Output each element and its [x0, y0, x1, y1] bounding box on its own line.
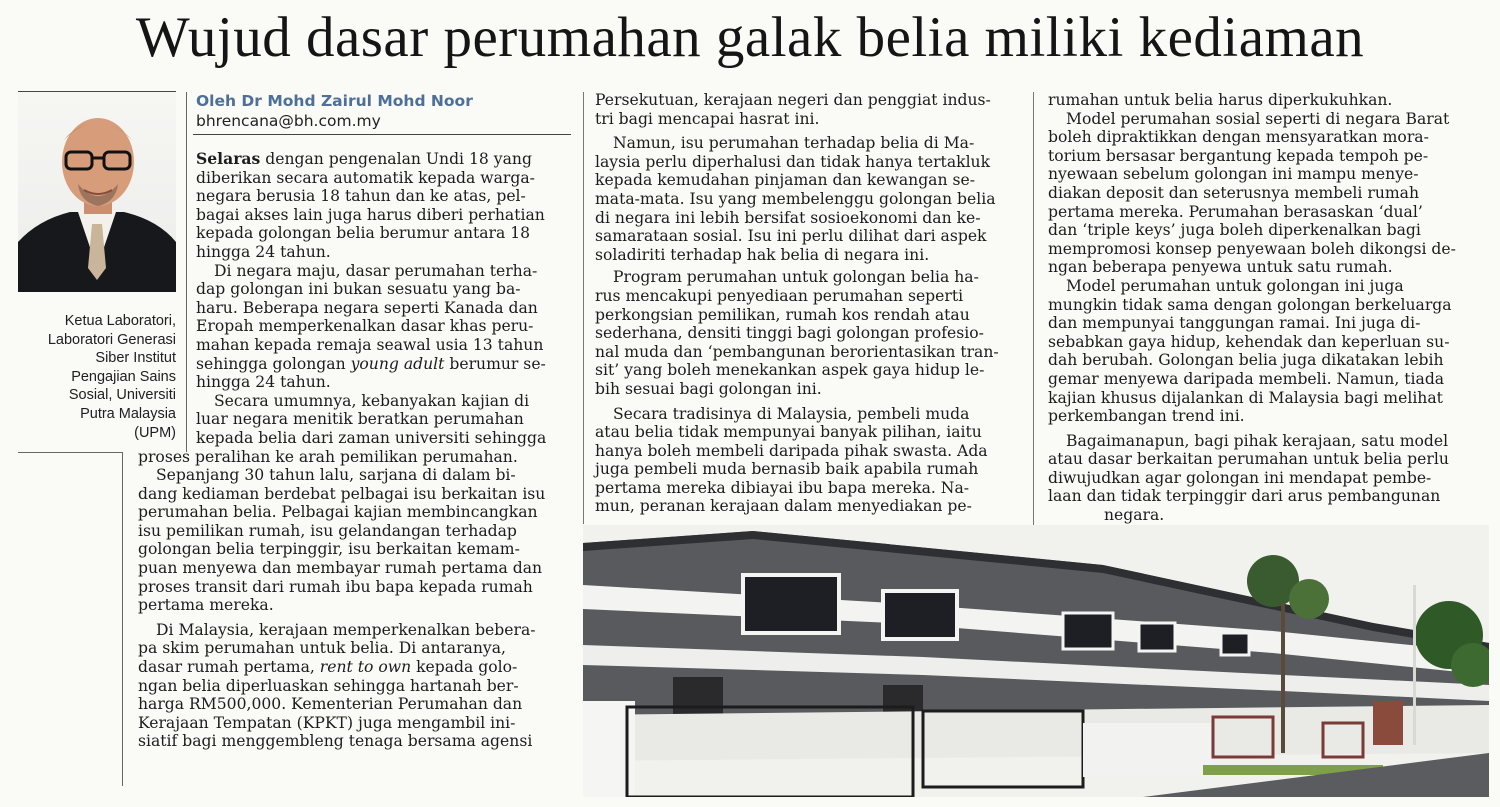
text-line: mungkin tidak sama dengan golongan berkeluarga	[1048, 295, 1452, 314]
byline-author: Oleh Dr Mohd Zairul Mohd Noor	[196, 92, 473, 110]
text-line: kajian khusus dijalankan di Malaysia bagi melihat	[1048, 388, 1443, 407]
byline	[196, 91, 576, 131]
text-line: ngan belia diperluaskan sehingga hartanah ber-	[138, 676, 519, 695]
paragraph	[196, 392, 570, 448]
text-line: juga pembeli muda bernasib baik apabila rumah	[595, 460, 979, 479]
paragraph	[1048, 110, 1480, 277]
text-line: rus mencakupi penyediaan perumahan seperti	[595, 286, 964, 305]
text-line: luar negara menitik beratkan perumahan	[196, 410, 524, 429]
text-line: laysia perlu diperhalusi dan tidak hanya tertakluk	[595, 152, 991, 171]
text-line: dan ‘triple keys’ juga boleh diperkenalkan bagi	[1048, 221, 1421, 240]
text-line	[196, 150, 570, 169]
caption-line: Siber Institut	[95, 350, 176, 367]
text-line: perumahan belia. Pelbagai kajian membincangkan	[138, 503, 538, 522]
text-line: isu pemilikan rumah, isu gelandangan terhadap	[138, 521, 517, 540]
text-line: proses peralihan ke arah pemilikan perumahan.	[138, 447, 518, 466]
lead-line-rest: dengan pengenalan Undi 18 yang	[260, 150, 532, 168]
text-line: perkongsian pemilikan, rumah kos rendah atau	[595, 305, 970, 324]
text-line: perkembangan trend ini.	[1048, 407, 1245, 426]
text-line: pertama mereka. Perumahan berasaskan ‘dual’	[1048, 202, 1423, 221]
byline-email[interactable]: bhrencana@bh.com.my	[196, 112, 381, 130]
text-line: mun, peranan kerajaan dalam menyediakan pe-	[595, 497, 972, 516]
text-line: diberikan secara automatik kepada warga-	[196, 168, 535, 187]
text-run: sehingga golongan	[196, 354, 351, 373]
byline-rule	[193, 134, 571, 135]
text-line: laan dan tidak terpinggir dari arus pembangunan	[1048, 487, 1441, 506]
text-line	[138, 658, 570, 677]
text-line: nyewaan sebelum golongan ini mampu menye-	[1048, 165, 1419, 184]
paragraph	[1048, 277, 1480, 426]
paragraph	[595, 405, 1017, 517]
terrace-houses-illustration	[583, 525, 1489, 797]
text-line: kepada belia dari zaman universiti sehingga	[196, 428, 547, 447]
caption-line: Pengajian Sains	[71, 368, 176, 385]
paragraph	[595, 268, 1017, 398]
text-line: hingga 24 tahun.	[196, 242, 331, 261]
text-line: Secara tradisinya di Malaysia, pembeli muda	[613, 404, 970, 423]
text-line: puan menyewa dan membayar rumah pertama dan	[138, 559, 543, 578]
text-line: kepada kemudahan pinjaman dan kewangan se-	[595, 171, 975, 190]
italic-term: rent to own	[319, 658, 412, 677]
caption-line: Laboratori Generasi	[47, 331, 176, 348]
author-box-corner-rule	[122, 452, 123, 786]
terrace-houses-photo	[583, 525, 1489, 797]
column-divider-2	[1033, 92, 1034, 528]
text-line: sebabkan gaya hidup, kehendak dan keperluan su-	[1048, 332, 1450, 351]
paragraph	[1048, 432, 1480, 525]
text-line: negara.	[1104, 506, 1165, 525]
text-line: rumahan untuk belia harus diperkukuhkan.	[1048, 91, 1393, 109]
text-line: Bagaimanapun, bagi pihak kerajaan, satu model	[1066, 431, 1449, 450]
author-box-bottom-rule	[18, 452, 122, 453]
text-line: nal muda dan ‘pembangunan berorientasikan tran-	[595, 342, 999, 361]
text-line: dap golongan ini bukan sesuatu yang ba-	[196, 280, 521, 299]
text-line: Kerajaan Tempatan (KPKT) juga mengambil ini-	[138, 713, 516, 732]
text-line: sit’ yang boleh menekankan aspek gaya hidup le-	[595, 361, 985, 380]
caption-line: (UPM)	[134, 424, 176, 441]
text-line: Sepanjang 30 tahun lalu, sarjana di dalam bi-	[156, 466, 516, 485]
text-line: Model perumahan untuk golongan ini juga	[1066, 276, 1404, 295]
paragraph	[196, 150, 570, 262]
text-line: hingga 24 tahun.	[196, 373, 331, 392]
text-line: pertama mereka.	[138, 596, 274, 615]
text-line: negara berusia 18 tahun dan ke atas, pel-	[196, 187, 526, 206]
text-line	[196, 355, 570, 374]
text-line: soladiriti terhadap hak belia di negara ini.	[595, 245, 930, 264]
text-line: Di Malaysia, kerajaan memperkenalkan bebera-	[156, 620, 536, 639]
paragraph	[196, 262, 570, 392]
headline: Wujud dasar perumahan galak belia miliki kediaman	[135, 6, 1365, 69]
text-line: atau dasar berkaitan perumahan untuk belia perlu	[1048, 450, 1449, 469]
paragraph	[138, 621, 570, 751]
paragraph	[595, 134, 1017, 264]
text-line: bih sesuai bagi golongan ini.	[595, 379, 822, 398]
text-line: Persekutuan, kerajaan negeri dan penggiat indus-	[595, 91, 991, 109]
text-line: Eropah memperkenalkan dasar khas peru-	[196, 317, 534, 336]
text-line: dang kediaman berdebat pelbagai isu berkaitan isu	[138, 484, 546, 503]
article-column-1	[138, 150, 570, 751]
text-line: sederhana, densiti tinggi bagi golongan profesio-	[595, 324, 984, 343]
text-line: atau belia tidak mempunyai banyak pilihan, iaitu	[595, 423, 982, 442]
text-line: ngan beberapa penyewa untuk satu rumah.	[1048, 258, 1393, 277]
text-line: samarataan sosial. Isu ini perlu dilihat dari aspek	[595, 227, 987, 246]
text-line: di negara ini lebih bersifat sosioekonomi dan ke-	[595, 208, 981, 227]
caption-line: Ketua Laboratori,	[64, 313, 176, 329]
article-column-3	[1048, 91, 1480, 525]
text-line: diakan deposit dan seterusnya membeli rumah	[1048, 183, 1419, 202]
text-line: kepada golongan belia berumur antara 18	[196, 224, 531, 243]
text-line: gemar menyewa daripada membeli. Namun, tiada	[1048, 369, 1445, 388]
text-run: dasar rumah pertama,	[138, 658, 320, 677]
text-line: Model perumahan sosial seperti di negara Barat	[1066, 109, 1450, 128]
text-line: Secara umumnya, kebanyakan kajian di	[214, 391, 530, 410]
paragraph	[138, 466, 570, 615]
text-line: Di negara maju, dasar perumahan terha-	[214, 261, 538, 280]
column-divider-1	[583, 92, 584, 524]
text-line: dah berubah. Golongan belia juga dikatakan lebih	[1048, 351, 1444, 370]
caption-line: Sosial, Universiti	[68, 387, 176, 404]
text-line: Program perumahan untuk golongan belia ha-	[613, 268, 979, 287]
text-line: boleh dipraktikkan dengan mensyaratkan mora-	[1048, 128, 1429, 147]
text-line: Namun, isu perumahan terhadap belia di Ma-	[613, 134, 975, 153]
text-line: pertama mereka dibiayai ibu bapa mereka. Na-	[595, 478, 970, 497]
lead-word: Selaras	[196, 149, 261, 168]
text-line: bagai akses lain juga harus diberi perhatian	[196, 205, 545, 224]
caption-line: Putra Malaysia	[80, 405, 176, 422]
text-line: proses transit dari rumah ibu bapa kepada rumah	[138, 577, 533, 596]
text-line: mata-mata. Isu yang membelenggu golongan belia	[595, 189, 996, 208]
text-line: haru. Beberapa negara seperti Kanada dan	[196, 298, 538, 317]
text-line: harga RM500,000. Kementerian Perumahan dan	[138, 695, 523, 714]
text-line: dan mempunyai tanggungan ramai. Ini juga di-	[1048, 314, 1421, 333]
text-line: hanya boleh membeli daripada pihak swasta. Ada	[595, 441, 988, 460]
text-line: siatif bagi menggembleng tenaga bersama agensi	[138, 732, 533, 751]
paragraph	[595, 91, 1017, 128]
text-line: mahan kepada remaja seawal usia 13 tahun	[196, 335, 544, 354]
text-line: pa skim perumahan untuk belia. Di antaranya,	[138, 639, 506, 658]
text-line: torium bersasar bergantung kepada tempoh pe-	[1048, 146, 1429, 165]
text-line: tri bagi mencapai hasrat ini.	[595, 109, 820, 128]
text-line: diwujudkan agar golongan ini mendapat pembe-	[1048, 468, 1432, 487]
text-line: mempromosi konsep penyewaan boleh dikongsi de-	[1048, 239, 1456, 258]
article-column-2	[595, 91, 1017, 516]
text-run: kepada golo-	[411, 658, 518, 677]
text-run: berumur se-	[444, 354, 546, 373]
text-line: golongan belia terpinggir, isu berkaitan kemam-	[138, 540, 520, 559]
italic-term: young adult	[350, 354, 445, 373]
